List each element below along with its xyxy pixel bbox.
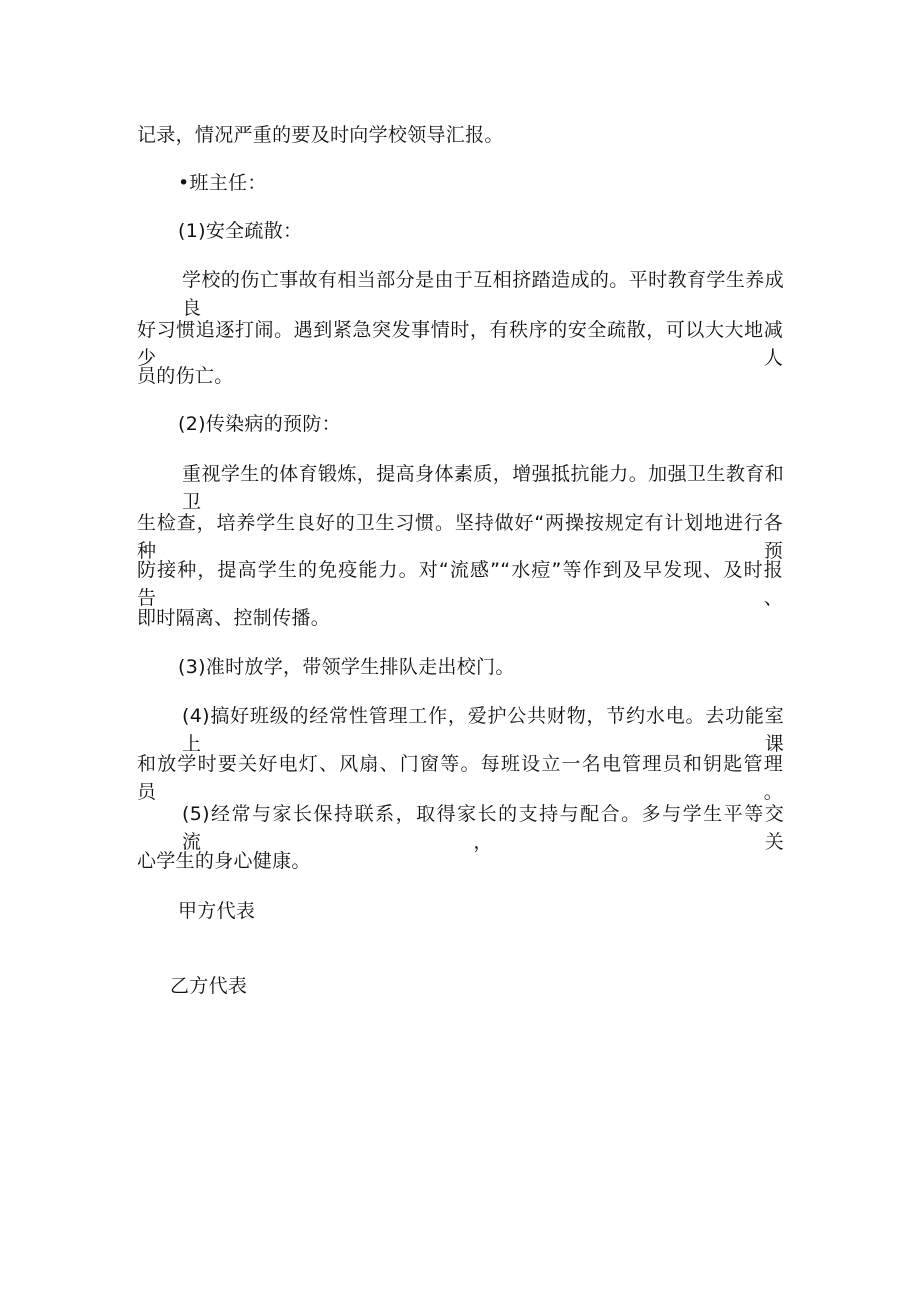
paragraph-line: 员的伤亡。 [137, 365, 234, 387]
item-heading-disease-prevention: (2)传染病的预防： [178, 413, 341, 435]
paragraph-line-intro: 记录，情况严重的要及时向学校领导汇报。 [137, 124, 504, 146]
paragraph-line: 即时隔离、控制传播。 [137, 607, 331, 629]
signature-party-b: 乙方代表 [170, 975, 248, 997]
paragraph-line: 好习惯追逐打闹。遇到紧急突发事情时，有秩序的安全疏散，可以大大地减少人 [137, 319, 783, 369]
paragraph-line: 生检查，培养学生良好的卫生习惯。坚持做好“两操按规定有计划地进行各种预 [137, 512, 783, 562]
paragraph-line: 和放学时要关好电灯、风扇、门窗等。每班设立一名电管理员和钥匙管理员。 [137, 753, 783, 803]
paragraph-line: 防接种，提高学生的免疫能力。对“流感”“水痘”等作到及早发现、及时报告、 [137, 559, 783, 609]
paragraph-line: 心学生的身心健康。 [137, 850, 311, 872]
item-heading-class-management: (4)搞好班级的经常性管理工作，爱护公共财物，节约水电。去功能室上课 [182, 705, 784, 755]
signature-party-a: 甲方代表 [178, 900, 256, 922]
item-heading-evacuation: (1)安全疏散： [178, 220, 303, 242]
paragraph-line: 学校的伤亡事故有相当部分是由于互相挤踏造成的。平时教育学生养成良 [182, 269, 784, 319]
item-heading-dismissal: (3)准时放学，带领学生排队走出校门。 [178, 656, 515, 678]
section-heading-head-teacher: •班主任： [178, 172, 267, 194]
item-heading-parent-contact: (5)经常与家长保持联系，取得家长的支持与配合。多与学生平等交流，关 [182, 803, 784, 853]
paragraph-line: 重视学生的体育锻炼，提高身体素质，增强抵抗能力。加强卫生教育和卫 [182, 463, 784, 513]
